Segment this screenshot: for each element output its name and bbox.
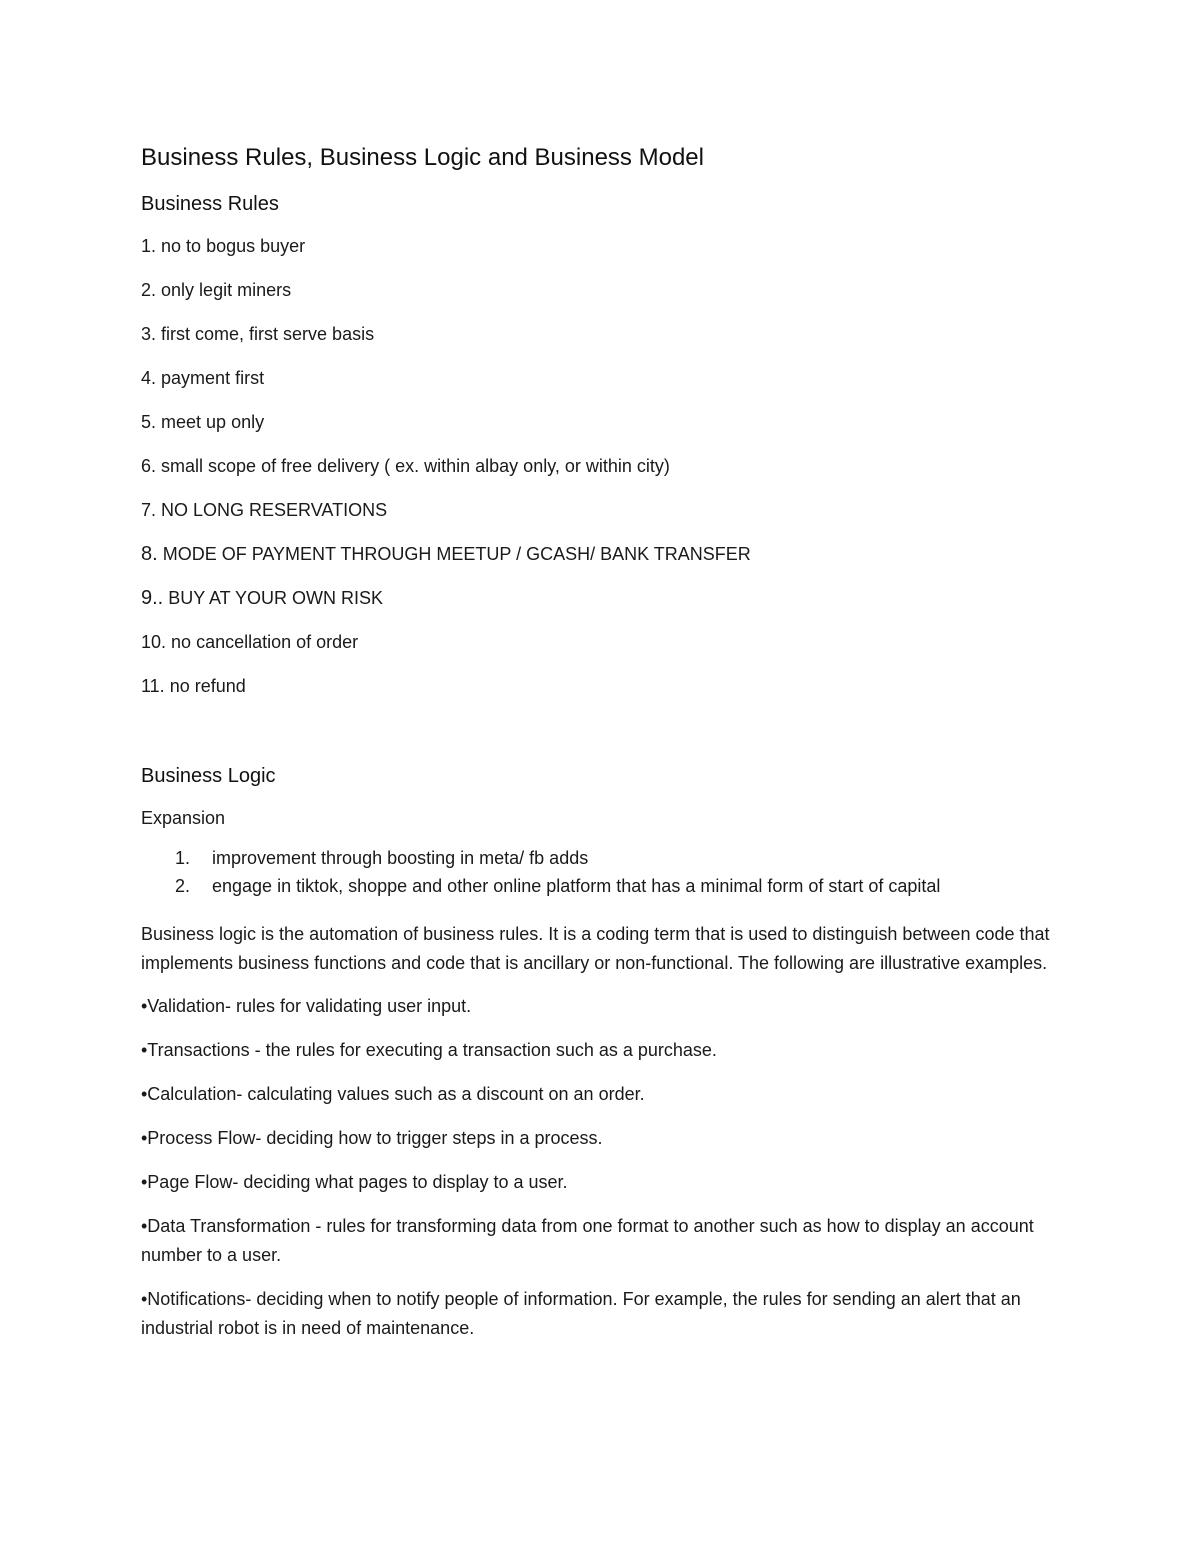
rule-item: [141, 542, 1061, 566]
rule-text: NO LONG RESERVATIONS: [161, 500, 388, 520]
rule-number: 8.: [141, 543, 158, 565]
rule-item: [141, 586, 1061, 610]
rule-text: no cancellation of order: [171, 632, 359, 652]
business-logic-description: Business logic is the automation of business rules. It is a coding term that is used to distinguish between code that implements business functions and code that is ancillary or non-functional. The following are illustrative examples.: [141, 924, 1050, 973]
expansion-text: engage in tiktok, shoppe and other online platform that has a minimal form of start of capital: [212, 876, 941, 896]
rule-item: [141, 234, 1061, 258]
expansion-item: [141, 872, 1061, 900]
rule-text: no refund: [169, 676, 246, 696]
example-item: •Data Transformation - rules for transforming data from one format to another such as how to display an account number to a user.: [141, 1216, 1034, 1265]
rule-number: 10.: [141, 632, 167, 652]
expansion-list: [141, 844, 1061, 900]
rule-text: meet up only: [161, 412, 265, 432]
example-item: •Notifications- deciding when to notify people of information. For example, the rules for sending an alert that an industrial robot is in need of maintenance.: [141, 1289, 1021, 1338]
example-item: •Validation- rules for validating user input.: [141, 996, 472, 1016]
expansion-item: [141, 844, 1061, 872]
rule-text: only legit miners: [161, 280, 292, 300]
rule-number: 5.: [141, 412, 157, 432]
example-item: •Calculation- calculating values such as a discount on an order.: [141, 1084, 645, 1104]
expansion-number: 1.: [175, 848, 191, 868]
rule-number: 3.: [141, 324, 157, 344]
example-item: •Page Flow- deciding what pages to display to a user.: [141, 1172, 568, 1192]
rule-item: [141, 674, 1061, 698]
rule-number: 11.: [141, 676, 165, 696]
business-logic-heading: Business Logic: [141, 765, 276, 787]
rule-item: [141, 630, 1061, 654]
rule-number: 6.: [141, 456, 157, 476]
example-item: •Process Flow- deciding how to trigger steps in a process.: [141, 1128, 603, 1148]
document-title: Business Rules, Business Logic and Business Model: [141, 144, 704, 171]
expansion-text: improvement through boosting in meta/ fb adds: [212, 848, 589, 868]
business-rules-list: [141, 234, 1061, 698]
section-spacer: [141, 718, 1061, 762]
expansion-label: Expansion: [141, 808, 226, 828]
example-item: •Transactions - the rules for executing a transaction such as a purchase.: [141, 1040, 717, 1060]
rule-text: payment first: [161, 368, 265, 388]
document-content: [141, 142, 1061, 1358]
rule-text: MODE OF PAYMENT THROUGH MEETUP / GCASH/ BANK TRANSFER: [162, 544, 751, 564]
rule-item: [141, 366, 1061, 390]
business-rules-heading: Business Rules: [141, 193, 279, 215]
rule-item: [141, 454, 1061, 478]
rule-text: no to bogus buyer: [161, 236, 306, 256]
rule-item: [141, 322, 1061, 346]
rule-number: 4.: [141, 368, 157, 388]
rule-number: 1.: [141, 236, 157, 256]
rule-text: small scope of free delivery ( ex. within albay only, or within city): [161, 456, 670, 476]
rule-text: first come, first serve basis: [161, 324, 375, 344]
rule-item: [141, 498, 1061, 522]
rule-item: [141, 410, 1061, 434]
rule-number: 9..: [141, 587, 164, 609]
rule-number: 7.: [141, 500, 157, 520]
rule-item: [141, 278, 1061, 302]
expansion-number: 2.: [175, 876, 191, 896]
rule-text: BUY AT YOUR OWN RISK: [168, 588, 383, 608]
rule-number: 2.: [141, 280, 157, 300]
